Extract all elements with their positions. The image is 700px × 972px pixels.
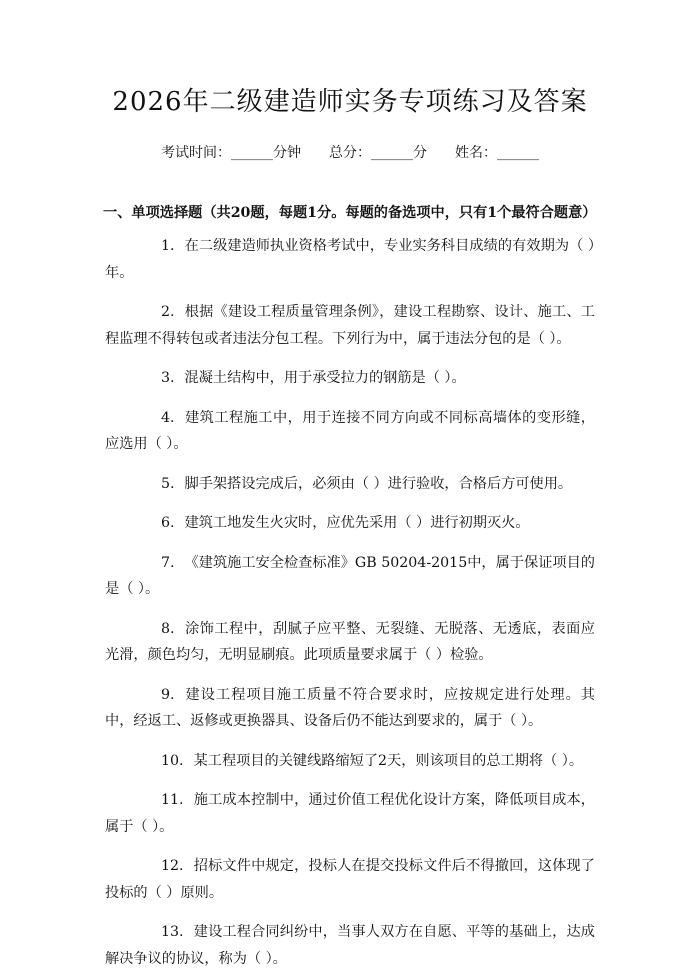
question-list: [105, 233, 595, 972]
question-text: 涂饰工程中，刮腻子应平整、无裂缝、无脱落、无透底，表面应光滑，颜色均匀，无明显刷痕。此项质量要求属于（ ）检验。: [105, 620, 595, 663]
section-heading-single-choice: 一、单项选择题（共20题，每题1分。每题的备选项中，只有1个最符合题意）: [103, 205, 597, 221]
question-item: [105, 616, 595, 669]
question-text: 混凝土结构中，用于承受拉力的钢筋是（ ）。: [184, 370, 466, 386]
question-item: [105, 550, 595, 603]
question-number: 13.: [161, 924, 184, 940]
question-number: 12.: [161, 858, 184, 874]
question-number: 11.: [161, 792, 184, 808]
question-text: 建设工程合同纠纷中，当事人双方在自愿、平等的基础上，达成解决争议的协议，称为（ ）。: [105, 924, 595, 967]
question-number: 1.: [161, 238, 175, 254]
question-item: [105, 365, 595, 392]
question-number: 9.: [161, 686, 175, 703]
question-text: 在二级建造师执业资格考试中，专业实务科目成绩的有效期为（ ）年。: [105, 238, 595, 281]
total-score-field: 总分：______分: [329, 145, 427, 161]
question-text: 某工程项目的关键线路缩短了2天，则该项目的总工期将（ ）。: [193, 752, 584, 769]
question-number: 7.: [161, 554, 175, 571]
question-item: [105, 233, 595, 286]
question-text: 根据《建设工程质量管理条例》，建设工程勘察、设计、施工、工程监理不得转包或者违法分包工程。下列行为中，属于违法分包的是（ ）。: [105, 304, 595, 347]
question-number: 10.: [161, 752, 184, 769]
question-number: 6.: [161, 515, 175, 531]
question-item: [105, 919, 595, 972]
question-text: 建筑工程施工中，用于连接不同方向或不同标高墙体的变形缝，应选用（ ）。: [105, 409, 595, 452]
question-text: 脚手架搭设完成后，必须由（ ）进行验收，合格后方可使用。: [184, 475, 573, 492]
question-item: [105, 471, 595, 498]
exam-info-line: [105, 143, 595, 163]
question-number: 5.: [161, 475, 175, 492]
question-text: 施工成本控制中，通过价值工程优化设计方案，降低项目成本，属于（ ）。: [105, 792, 595, 835]
question-text: 建设工程项目施工质量不符合要求时，应按规定进行处理。其中，经返工、返修或更换器具、设备后仍不能达到要求的，属于（ ）。: [105, 686, 595, 729]
question-number: 3.: [161, 370, 175, 386]
question-item: [105, 682, 595, 735]
question-number: 4.: [161, 409, 175, 426]
student-name-field: 姓名：______: [455, 145, 539, 161]
exam-time-field: 考试时间：______分钟: [161, 145, 301, 161]
question-item: [105, 510, 595, 537]
question-item: [105, 405, 595, 458]
question-number: 2.: [161, 304, 175, 320]
question-item: [105, 787, 595, 840]
question-item: [105, 748, 595, 775]
question-text: 建筑工地发生火灾时，应优先采用（ ）进行初期灭火。: [184, 515, 530, 531]
question-text: 招标文件中规定，投标人在提交投标文件后不得撤回，这体现了投标的（ ）原则。: [105, 858, 595, 901]
question-text: 《建筑施工安全检查标准》GB 50204-2015中，属于保证项目的是（ ）。: [105, 554, 595, 597]
question-item: [105, 299, 595, 352]
question-number: 8.: [161, 620, 175, 637]
document-title: 2026年二级建造师实务专项练习及答案: [112, 87, 588, 117]
question-item: [105, 853, 595, 906]
